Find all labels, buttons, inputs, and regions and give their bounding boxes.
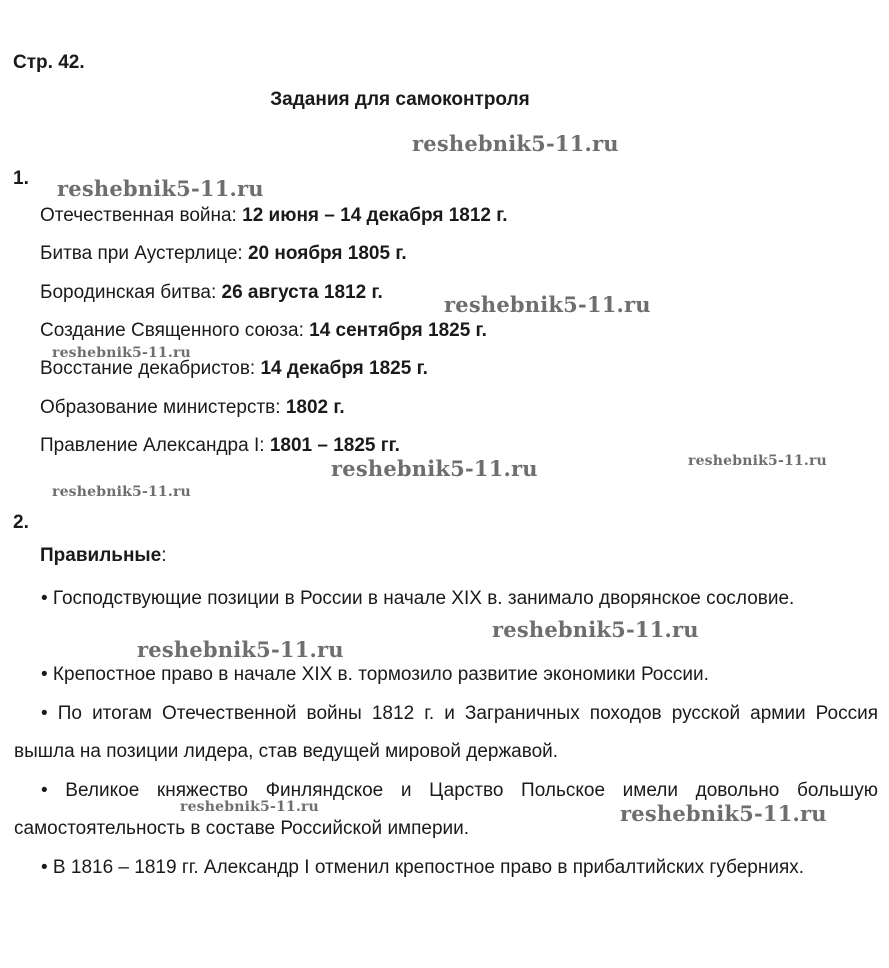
watermark: reshebnik5-11.ru: [412, 131, 619, 156]
statement-paragraph: • В 1816 – 1819 гг. Александр I отменил крепостное право в прибалтийских губерниях.: [41, 857, 805, 878]
date-item-label: Правление Александра I:: [40, 435, 270, 456]
date-item-value: 20 ноября 1805 г.: [247, 243, 407, 264]
date-item: [40, 320, 487, 342]
page-title: Задания для самоконтроля: [270, 89, 530, 110]
date-item-value: 14 декабря 1825 г.: [260, 358, 428, 379]
date-item-value: 14 сентября 1825 г.: [309, 320, 487, 341]
date-item-value: 1802 г.: [285, 397, 345, 418]
statement-paragraph: • По итогам Отечественной войны 1812 г. и Заграничных походов русской армии Россия вышла на позиции лидера, став ведущей мировой державой.: [14, 703, 878, 762]
date-item: [40, 358, 428, 380]
date-item-value: 12 июня – 14 декабря 1812 г.: [242, 205, 508, 226]
statement-paragraph: • Господствующие позиции в России в начале XIX в. занимало дворянское сословие.: [41, 588, 795, 609]
subhead-bold: Правильные: [40, 545, 162, 566]
correct-statements-heading: [40, 545, 167, 567]
date-item: [40, 397, 345, 419]
watermark: reshebnik5-11.ru: [52, 345, 191, 361]
watermark: reshebnik5-11.ru: [688, 453, 827, 469]
date-item-label: Образование министерств:: [40, 397, 286, 418]
watermark: reshebnik5-11.ru: [331, 456, 538, 481]
date-item-label: Восстание декабристов:: [40, 358, 261, 379]
date-item-label: Создание Священного союза:: [40, 320, 310, 341]
task-2-number: 2.: [13, 512, 29, 533]
watermark: reshebnik5-11.ru: [180, 799, 319, 815]
date-item-label: Битва при Аустерлице:: [40, 243, 248, 264]
watermark: reshebnik5-11.ru: [57, 176, 264, 201]
watermark: reshebnik5-11.ru: [444, 292, 651, 317]
page-number: Стр. 42.: [13, 52, 85, 73]
statement-paragraph: • Крепостное право в начале XIX в. тормозило развитие экономики России.: [41, 664, 709, 685]
date-item-value: 1801 – 1825 гг.: [269, 435, 400, 456]
date-item-label: Отечественная война:: [40, 205, 243, 226]
date-item: [40, 205, 508, 227]
watermark: reshebnik5-11.ru: [620, 801, 827, 826]
task-1-number: 1.: [13, 168, 29, 189]
date-item-label: Бородинская битва:: [40, 282, 222, 303]
watermark: reshebnik5-11.ru: [137, 637, 344, 662]
date-item: [40, 435, 400, 457]
date-item: [40, 282, 383, 304]
watermark: reshebnik5-11.ru: [52, 484, 191, 500]
watermark: reshebnik5-11.ru: [492, 617, 699, 642]
statement-paragraph: • Великое княжество Финляндское и Царство Польское имели довольно большую самостоятельность в составе Российской империи.: [14, 780, 878, 839]
date-item: [40, 243, 407, 265]
date-item-value: 26 августа 1812 г.: [221, 282, 383, 303]
subhead-colon: :: [161, 545, 167, 566]
